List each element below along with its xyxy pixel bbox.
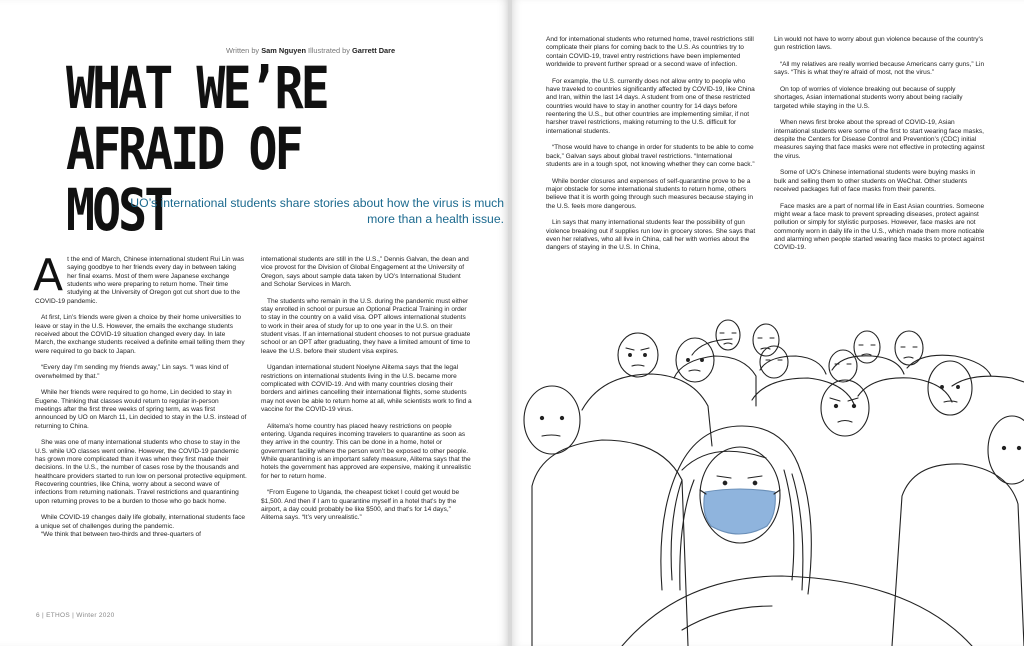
paragraph: While her friends were required to go home, Lin decided to stay in Eugene. Thinking that classes would return to regular in-person meetings after the first three weeks of spring term, as was first announced by UO on March 11, Lin decided to stay in the U.S. instead of returning to China. <box>35 389 247 430</box>
right-column-2 <box>774 36 986 261</box>
left-column-1 <box>33 250 247 548</box>
paragraph: international students are still in the U.S.,” Dennis Galvan, the dean and vice provost for the Division of Global Engagement at the University of Oregon, says about sample data taken by UO’s International Student and Scholar Services in March. <box>261 256 469 289</box>
right-column-1 <box>546 36 756 261</box>
headline-line-2: AFRAID OF MOST <box>66 115 301 244</box>
paragraph: Face masks are a part of normal life in East Asian countries. Someone might wear a face mask to prevent spreading diseases, protect against pollution or simply for stylistic purposes. However, face masks are not commonly worn in daily life in the U.S., which made them more noticable and alarming when people started wearing face masks to protect against COVID-19. <box>774 202 985 252</box>
paragraph: And for international students who returned home, travel restrictions still complicate their plans for coming back to the U.S. As countries try to contain COVID-19, travel entry restrictions have been implemented worldwide to prevent further spread or a second wave of infection. <box>546 36 754 69</box>
paragraph: “Every day I’m sending my friends away,” Lin says. “I was kind of overwhelmed by that.” <box>35 364 229 380</box>
paragraph: Lin would not have to worry about gun violence because of the country’s gun restriction laws. <box>774 36 984 52</box>
byline-writer: Sam Nguyen <box>261 46 306 55</box>
paragraph: For example, the U.S. currently does not allow entry to people who have traveled to countries significantly affected by COVID-19, like China and Iran, within the last 14 days. A student from one of these restricted countries would have to stay in another country for 14 days before reentering the U.S., but other countries are implementing similar, if not harsher travel restrictions, making returning to the U.S. difficult for international students. <box>546 77 755 135</box>
paragraph: “Those would have to change in order for students to be able to come back,” Galvan says about global travel restrictions. “International students are in a tough spot, not knowing whether they can come back.” <box>546 144 755 169</box>
seat-backs <box>582 339 1024 446</box>
paragraph: At the end of March, Chinese international student Rui Lin was saying goodbye to her friends every day in between taking her final exams. Most of them were Japanese exchange students who were preparing to return home. Their time studying at the University of Oregon got cut short due to the COVID-19 pandemic. <box>33 250 244 305</box>
paragraph: Some of UO’s Chinese international students were buying masks in bulk and selling them to other students on WeChat. Other students received packages full of face masks from their parents. <box>774 169 976 193</box>
deck-subtitle: UO’s international students share stories about how the virus is much more than a health issue. <box>130 196 504 226</box>
airplane-passengers-illustration <box>512 300 1024 646</box>
paragraph: She was one of many international students who chose to stay in the U.S. while UO classes went online. However, the COVID-19 pandemic has grown more complicated than it was when they first made their decisions. In the U.S., the number of cases rose by the thousands and healthcare providers started to run low on personal protective equipment. Recovering countries, like China, worry about a second wave of infections from returning nationals. Travel restrictions and quarantining upon returning proves to be a burden to those who go back home. <box>35 439 247 505</box>
drop-cap: A <box>33 250 64 301</box>
right-page <box>512 0 1024 646</box>
paragraph: When news first broke about the spread of COVID-19, Asian international students were some of the first to start wearing face masks, despite the Centers for Disease Control and Prevention’s (CDC) initial measures saying that face masks were not effective in protecting against the virus. <box>774 119 985 160</box>
headline-line-1: WHAT WE’RE <box>66 54 327 122</box>
back-row-passengers <box>716 320 923 382</box>
left-page <box>0 0 508 646</box>
left-column-2 <box>261 256 473 531</box>
paragraph: The students who remain in the U.S. during the pandemic must either stay enrolled in school or pursue an Optional Practical Training in order to stay in the country on a valid visa. OPT allows international students to work in their area of study for up to one year in the U.S. on their student visas. If an international student chooses to not pursue graduate school or an OPT after graduating, they have a limited amount of time to leave the U.S. before their student visa expires. <box>261 297 471 355</box>
byline-illustrator: Garrett Dare <box>352 46 396 55</box>
paragraph: “From Eugene to Uganda, the cheapest ticket I could get would be $1,500. And then if I am to quarantine myself in a hotel that’s by the airport, a day could probably be like $500, and that’s for 14 days,” Alitema says. “It’s very unrealistic.” <box>261 489 460 522</box>
byline-written-label: Written by <box>226 46 260 55</box>
paragraph: “All my relatives are really worried because Americans carry guns,” Lin says. “This is what they’re afraid of most, not the virus.” <box>774 60 985 77</box>
paragraph: At first, Lin’s friends were given a choice by their home universities to leave or stay in the U.S. However, the emails the exchange students received about the COVID-19 situation changed every day. In late March, the exchange students received a definite email telling them they were required to go back to Japan. <box>35 314 245 355</box>
front-seats <box>532 440 1024 646</box>
page-folio: 6 | ETHOS | Winter 2020 <box>36 612 115 619</box>
byline-illustrated-label: Illustrated by <box>308 46 350 55</box>
paragraph: On top of worries of violence breaking out because of supply shortages, Asian international students worry about being racially targeted while staying in the U.S. <box>774 85 963 110</box>
paragraph: While COVID-19 changes daily life globally, international students face a unique set of challenges during the pandemic. <box>35 514 246 530</box>
paragraph: Lin says that many international students fear the possibility of gun violence breaking out if supplies run low in grocery stores. She says that even her relatives, who all live in China, call her with worries about the dangers of staying in the U.S. In China, <box>546 219 756 252</box>
paragraph: While border closures and expenses of self-quarantine prove to be a major obstacle for some international students to return home, others believe that it is worth going through such measures because staying in the U.S. feels more dangerous. <box>546 177 754 210</box>
paragraph: Alitema’s home country has placed heavy restrictions on people entering. Uganda requires incoming travelers to quarantine as soon as they arrive in the country. This can be done in a home, hotel or government facility where the person won’t be exposed to other people. While quarantining is an important safety measure, Alitema says that the hotels the government has approved are expensive, making it unrealistic for her to return home. <box>261 422 471 480</box>
paragraph: “We think that between two-thirds and three-quarters of <box>41 531 201 539</box>
paragraph: Ugandan international student Noelyne Alitema says that the legal restrictions on international students living in the U.S. became more complicated with COVID-19. And with many countries closing their borders and airlines cancelling their international flights, some students may not even be able to return home at all, while scientists work to find a vaccine for the COVID-19 virus. <box>261 364 472 414</box>
